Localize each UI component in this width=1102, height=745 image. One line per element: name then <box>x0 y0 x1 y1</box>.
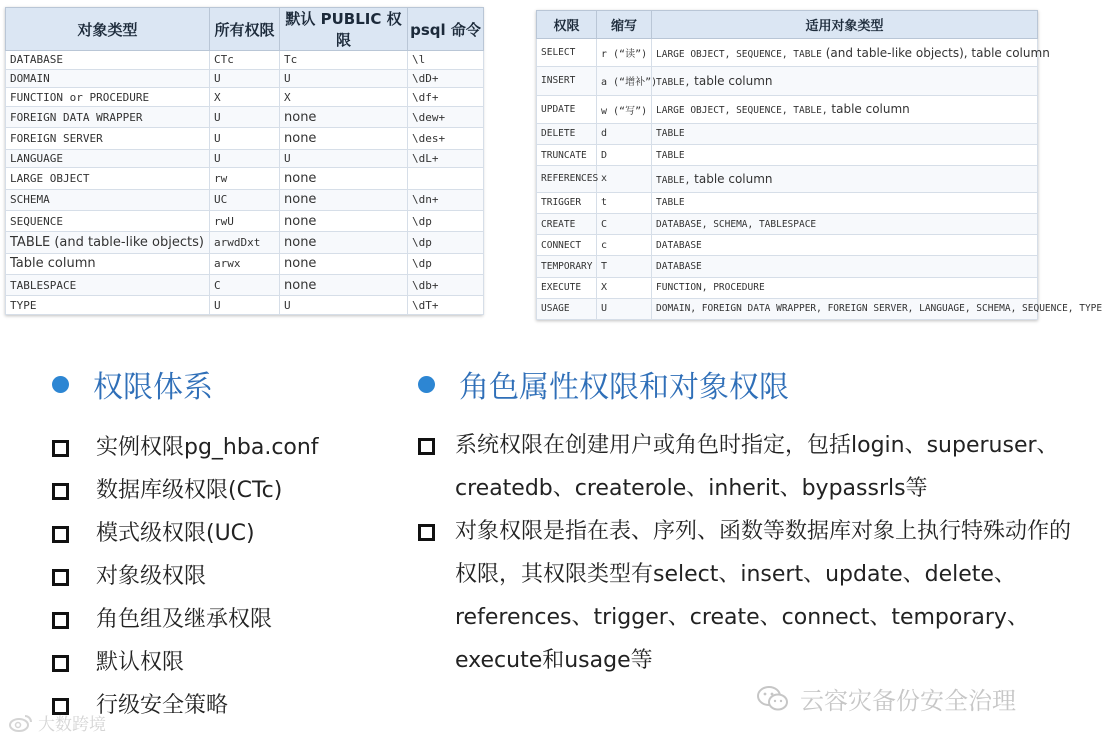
applicable-types-text: TABLE, <box>656 174 691 186</box>
table-cell: Tc <box>280 51 408 70</box>
table-cell: CREATE <box>537 213 597 234</box>
table-cell: \l <box>408 51 484 70</box>
table-cell: \dp <box>408 232 484 253</box>
table-row <box>6 232 484 253</box>
section-title: 权限体系 <box>93 370 213 405</box>
table-cell: U <box>210 149 280 168</box>
table-row <box>6 106 484 127</box>
applicable-types-text: DOMAIN, FOREIGN DATA WRAPPER, FOREIGN SERVER, LANGUAGE, SCHEMA, SEQUENCE, TYPE <box>656 303 1102 315</box>
applicable-types-extra-text: table column <box>827 102 910 117</box>
table-cell: U <box>280 149 408 168</box>
table-cell: U <box>210 106 280 127</box>
applicable-types-text: TABLE <box>656 197 685 209</box>
table-cell: C <box>210 274 280 295</box>
list-item <box>52 512 319 555</box>
table-cell: d <box>597 123 652 144</box>
table-cell <box>652 67 1038 95</box>
table-cell: x <box>597 166 652 193</box>
section-heading <box>52 362 319 406</box>
checkbox-square-icon <box>52 612 69 629</box>
table-row <box>537 123 1038 144</box>
table-cell: U <box>210 128 280 149</box>
list-item-text: 数据库级权限(CTc) <box>96 478 283 503</box>
table-row <box>6 51 484 70</box>
table-cell: USAGE <box>537 298 597 319</box>
list-item <box>52 555 319 598</box>
table-cell: w (“写”) <box>597 95 652 123</box>
applicable-types-extra-text: table column <box>690 171 773 186</box>
list-item-text: 对象级权限 <box>96 564 207 589</box>
table-cell: none <box>280 232 408 253</box>
list-item-text: 系统权限在创建用户或角色时指定，包括login、superuser、createdb、createrole、inherit、bypassrls等 <box>455 433 1059 501</box>
table-cell: \db+ <box>408 274 484 295</box>
table-cell: c <box>597 235 652 256</box>
privilege-system-section <box>52 362 319 727</box>
column-header: 所有权限 <box>210 8 280 51</box>
table-cell: CONNECT <box>537 235 597 256</box>
table-row <box>6 88 484 107</box>
table-cell: TRUNCATE <box>537 145 597 166</box>
table-row <box>537 95 1038 123</box>
table-cell: DATABASE <box>6 51 210 70</box>
table-cell <box>652 298 1102 319</box>
applicable-types-text: TABLE <box>656 128 685 140</box>
table-cell: \dp <box>408 210 484 231</box>
section-heading <box>418 362 1075 406</box>
table-cell: EXECUTE <box>537 277 597 298</box>
table-cell: none <box>280 189 408 210</box>
table-cell: DELETE <box>537 123 597 144</box>
column-header: 默认 PUBLIC 权限 <box>280 8 408 51</box>
watermark-right <box>756 681 1016 716</box>
table-cell: SEQUENCE <box>6 210 210 231</box>
table-cell: C <box>597 213 652 234</box>
table-cell: \dT+ <box>408 296 484 315</box>
applicable-types-extra-text: table column <box>690 73 773 88</box>
table-cell: arwdDxt <box>210 232 280 253</box>
table-cell: X <box>597 277 652 298</box>
table-cell: T <box>597 256 652 277</box>
table-cell: none <box>280 106 408 127</box>
table-cell: none <box>280 274 408 295</box>
table-cell: X <box>210 88 280 107</box>
applicable-types-text: TABLE, <box>656 76 691 88</box>
table-cell: \des+ <box>408 128 484 149</box>
table-row <box>537 192 1038 213</box>
table-cell: arwx <box>210 253 280 274</box>
table-row <box>537 67 1038 95</box>
table-row <box>6 210 484 231</box>
list-item <box>52 598 319 641</box>
table-row <box>537 166 1038 193</box>
table-cell: TRIGGER <box>537 192 597 213</box>
table-cell: SCHEMA <box>6 189 210 210</box>
object-privilege-table <box>5 7 483 315</box>
list-item <box>52 469 319 512</box>
table-cell: INSERT <box>537 67 597 95</box>
table-cell: none <box>280 253 408 274</box>
table-cell: X <box>280 88 408 107</box>
table-row <box>6 253 484 274</box>
checkbox-square-icon <box>418 438 435 455</box>
table-row <box>6 296 484 315</box>
table-cell <box>408 168 484 189</box>
bullet-dot-icon <box>418 376 435 393</box>
table-cell: U <box>280 296 408 315</box>
checkbox-square-icon <box>52 655 69 672</box>
table-cell: none <box>280 210 408 231</box>
table-row <box>6 168 484 189</box>
table-cell: r (“读”) <box>597 39 652 67</box>
table-row <box>537 277 1038 298</box>
table-cell: D <box>597 145 652 166</box>
list-item-text: 对象权限是指在表、序列、函数等数据库对象上执行特殊动作的权限，其权限类型有select、insert、update、delete、references、trigger、create、connect、temporary、execute和usage等 <box>455 519 1072 673</box>
checkbox-square-icon <box>52 526 69 543</box>
list-item-text: 实例权限pg_hba.conf <box>96 435 319 460</box>
table-row <box>6 274 484 295</box>
table-cell: \dew+ <box>408 106 484 127</box>
applicable-types-text: DATABASE, SCHEMA, TABLESPACE <box>656 218 817 230</box>
table-cell: UC <box>210 189 280 210</box>
table-cell: \dD+ <box>408 69 484 88</box>
applicable-types-text: FUNCTION, PROCEDURE <box>656 282 765 294</box>
table-row <box>6 69 484 88</box>
table-cell: REFERENCES <box>537 166 597 193</box>
table-cell <box>652 256 1038 277</box>
table-row <box>6 149 484 168</box>
watermark-left <box>8 710 106 735</box>
applicable-types-extra-text: (and table-like objects), table column <box>821 45 1050 60</box>
list-item-text: 默认权限 <box>96 650 185 675</box>
watermark-right-text: 云容灾备份安全治理 <box>800 687 1016 715</box>
table-cell <box>652 277 1038 298</box>
list-item <box>418 510 1075 682</box>
bullet-dot-icon <box>52 376 69 393</box>
table-row <box>537 256 1038 277</box>
table-cell <box>652 166 1038 193</box>
table-row <box>537 213 1038 234</box>
list-item <box>52 641 319 684</box>
table-cell <box>652 192 1038 213</box>
column-header: 对象类型 <box>6 8 210 51</box>
list-item-text: 模式级权限(UC) <box>96 521 255 546</box>
checkbox-square-icon <box>52 483 69 500</box>
table-row <box>537 235 1038 256</box>
column-header: 缩写 <box>597 11 652 39</box>
table-cell: LANGUAGE <box>6 149 210 168</box>
table-cell <box>652 123 1038 144</box>
role-object-privilege-list <box>418 424 1075 682</box>
table-cell: \dn+ <box>408 189 484 210</box>
applicable-types-text: LARGE OBJECT, SEQUENCE, TABLE, <box>656 105 828 117</box>
watermark-left-text: 大数跨境 <box>38 715 106 735</box>
table-cell: TYPE <box>6 296 210 315</box>
table-row <box>6 189 484 210</box>
table-cell: DOMAIN <box>6 69 210 88</box>
table-cell: \dp <box>408 253 484 274</box>
column-header: 适用对象类型 <box>652 11 1038 39</box>
applicable-types-text: LARGE OBJECT, SEQUENCE, TABLE <box>656 48 822 60</box>
table-cell: t <box>597 192 652 213</box>
table-cell: FOREIGN DATA WRAPPER <box>6 106 210 127</box>
table-cell: rw <box>210 168 280 189</box>
table-cell: LARGE OBJECT <box>6 168 210 189</box>
table-cell: CTc <box>210 51 280 70</box>
table-cell: U <box>597 298 652 319</box>
list-item <box>52 426 319 469</box>
table-row <box>537 39 1038 67</box>
table-cell <box>652 235 1038 256</box>
weibo-logo-icon <box>8 713 34 733</box>
table-cell: U <box>210 69 280 88</box>
section-title: 角色属性权限和对象权限 <box>459 370 789 405</box>
table-cell: UPDATE <box>537 95 597 123</box>
checkbox-square-icon <box>418 524 435 541</box>
table-cell: U <box>280 69 408 88</box>
checkbox-square-icon <box>52 569 69 586</box>
table-cell <box>652 145 1038 166</box>
table-cell: rwU <box>210 210 280 231</box>
table-cell <box>652 213 1038 234</box>
table-header-row <box>537 11 1038 39</box>
table-row <box>6 128 484 149</box>
privilege-system-list <box>52 426 319 727</box>
table-cell: TABLE (and table-like objects) <box>6 232 210 253</box>
table-cell: FUNCTION or PROCEDURE <box>6 88 210 107</box>
table-cell <box>652 95 1038 123</box>
table-header-row <box>6 8 484 51</box>
column-header: 权限 <box>537 11 597 39</box>
table-cell: \df+ <box>408 88 484 107</box>
table-cell: U <box>210 296 280 315</box>
table-cell: a (“增补”) <box>597 67 652 95</box>
table-cell <box>652 39 1050 67</box>
list-item-text: 角色组及继承权限 <box>96 607 273 632</box>
wechat-logo-icon <box>756 685 790 713</box>
table-cell: none <box>280 168 408 189</box>
list-item <box>418 424 1075 510</box>
applicable-types-text: DATABASE <box>656 239 702 251</box>
applicable-types-text: TABLE <box>656 149 685 161</box>
table-cell: FOREIGN SERVER <box>6 128 210 149</box>
table-cell: none <box>280 128 408 149</box>
table-cell: TEMPORARY <box>537 256 597 277</box>
table-cell: SELECT <box>537 39 597 67</box>
checkbox-square-icon <box>52 440 69 457</box>
list-item-text: 行级安全策略 <box>96 693 229 718</box>
table-cell: \dL+ <box>408 149 484 168</box>
privilege-abbreviation-table <box>536 10 1102 320</box>
role-object-privilege-section <box>418 362 1075 682</box>
table-cell: TABLESPACE <box>6 274 210 295</box>
table-cell: Table column <box>6 253 210 274</box>
table-row <box>537 298 1038 319</box>
column-header: psql 命令 <box>408 8 484 51</box>
applicable-types-text: DATABASE <box>656 260 702 272</box>
table-row <box>537 145 1038 166</box>
